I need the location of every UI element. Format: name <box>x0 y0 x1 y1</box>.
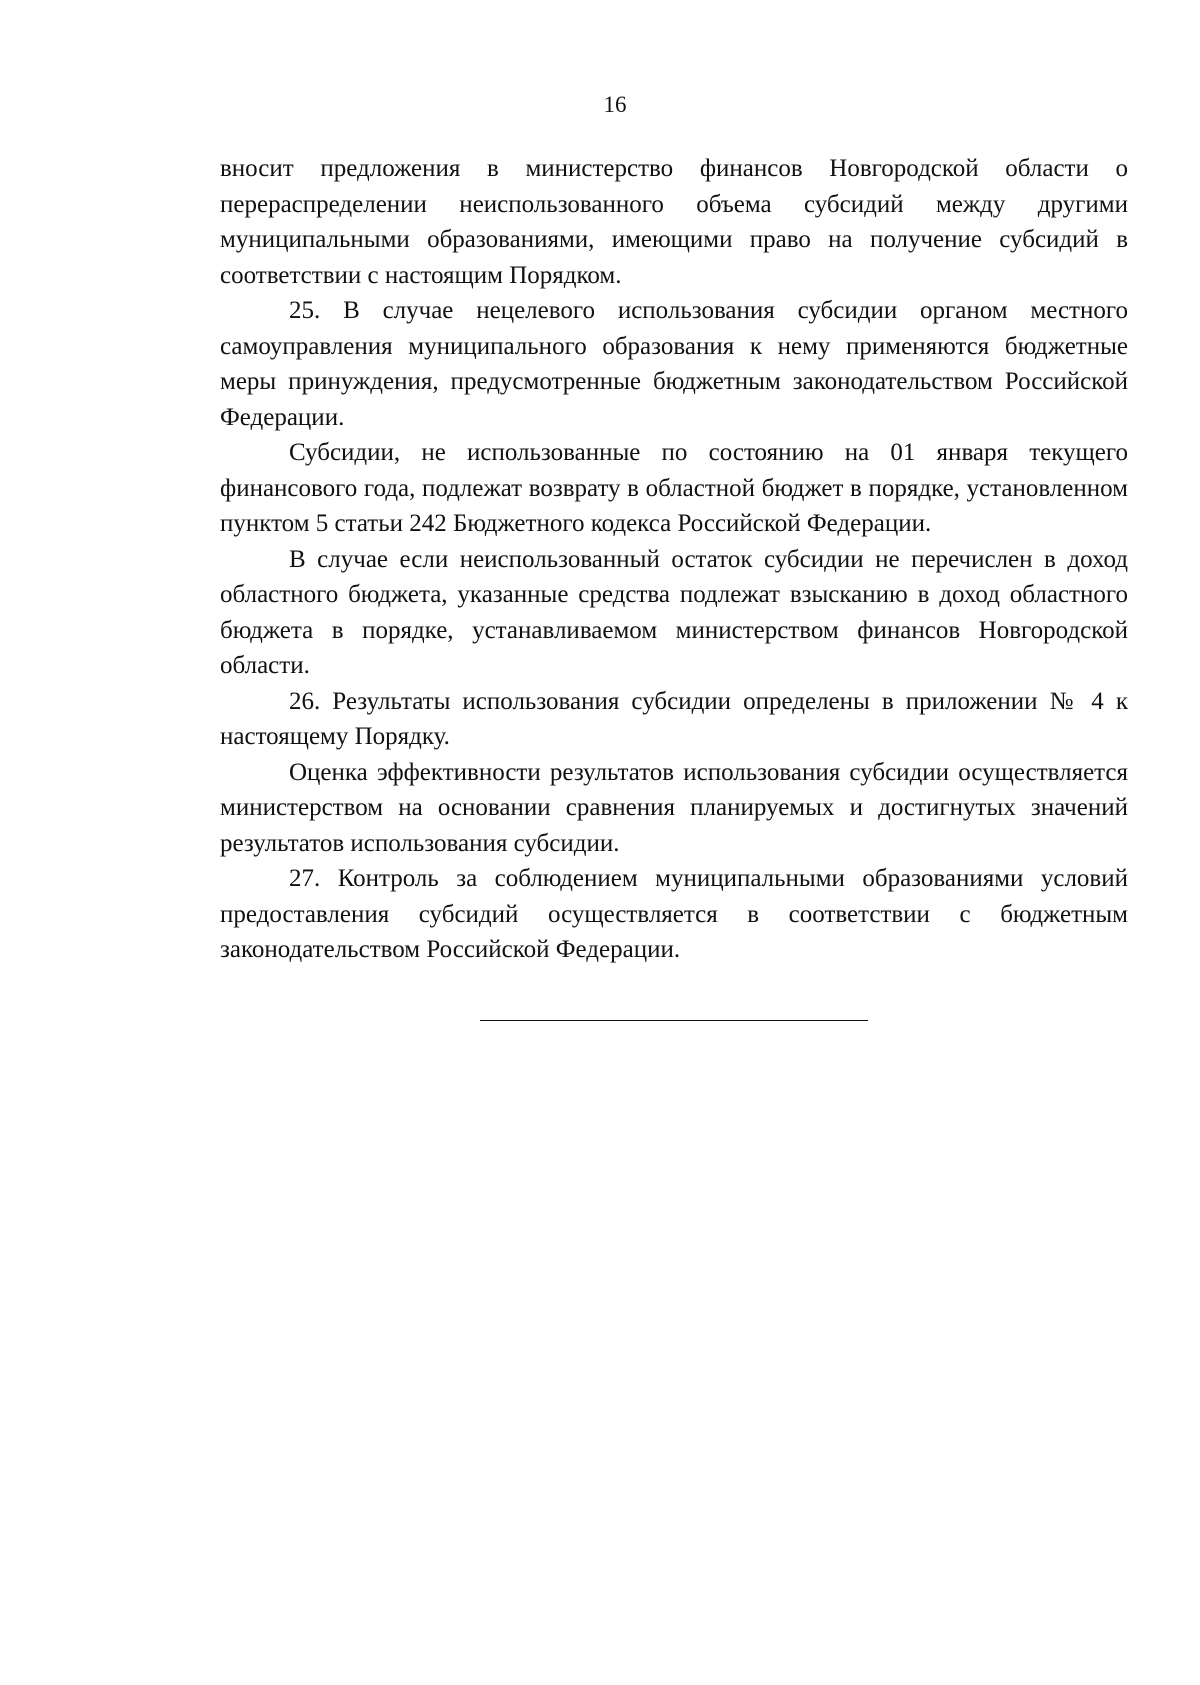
paragraph-item-25: 25. В случае нецелевого использования субсидии органом местного самоуправления муниципального образования к нему применяются бюджетные меры принуждения, предусмотренные бюджетным законодательством Российской Федерации. <box>220 297 1128 431</box>
paragraph-item-27: 27. Контроль за соблюдением муниципальными образованиями условий предоставления субсидий осуществляется в соответствии с бюджетным законодательством Российской Федерации. <box>220 865 1128 963</box>
document-body <box>220 151 1128 968</box>
end-of-text-rule <box>480 1020 868 1021</box>
paragraph-subsidy-return: Субсидии, не использованные по состоянию на 01 января текущего финансового года, подлежат возврату в областной бюджет в порядке, установленном пунктом 5 статьи 242 Бюджетного кодекса Российской Федерации. <box>220 439 1128 537</box>
paragraph-unused-balance: В случае если неиспользованный остаток субсидии не перечислен в доход областного бюджета, указанные средства подлежат взысканию в доход областного бюджета в порядке, устанавливаемом министерством финансов Новгородской области. <box>220 545 1128 679</box>
paragraph-efficiency-assessment: Оценка эффективности результатов использования субсидии осуществляется министерством на основании сравнения планируемых и достигнутых значений результатов использования субсидии. <box>220 758 1128 857</box>
page-number: 16 <box>603 92 627 117</box>
paragraph-item-26: 26. Результаты использования субсидии определены в приложении № 4 к настоящему Порядку. <box>220 687 1128 750</box>
paragraph-continuation: вносит предложения в министерство финансов Новгородской области о перераспределении неиспользованного объема субсидий между другими муниципальными образованиями, имеющими право на получение субсидий в соответствии с настоящим Порядком. <box>220 155 1128 289</box>
